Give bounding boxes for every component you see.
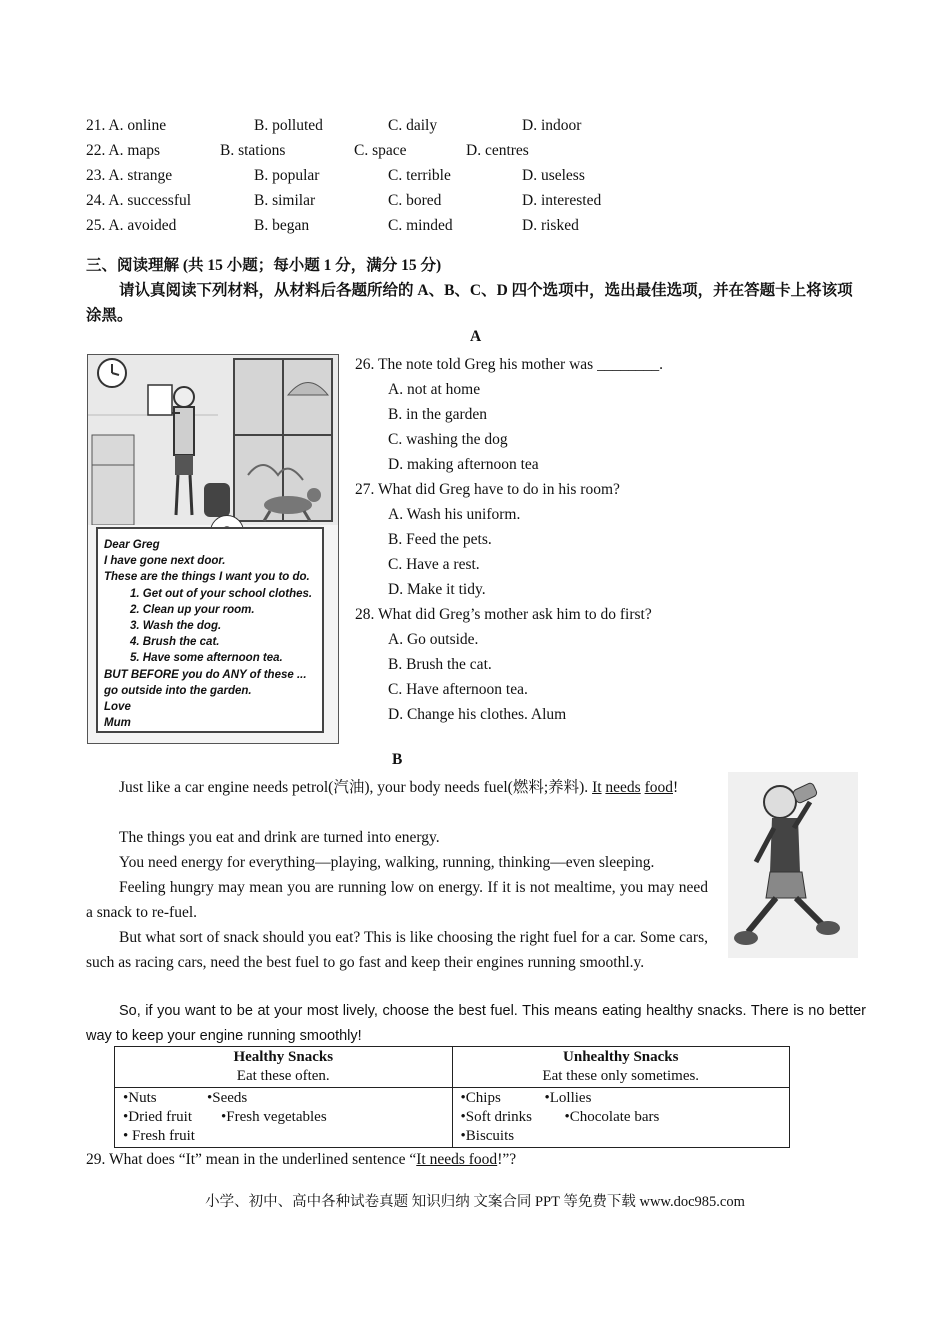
q26-option-d: D. making afternoon tea	[388, 456, 539, 473]
passage-b-paragraph-4: Feeling hungry may mean you are running low on energy. If it is not mealtime, you may need a snack to re-fuel.	[86, 879, 708, 921]
q26-option-a: A. not at home	[388, 381, 481, 398]
unhealthy-item: • Soft drinks	[461, 1108, 565, 1127]
passage-a-label: A	[470, 328, 482, 345]
passage-b-paragraph-1: Just like a car engine needs petrol(汽油), your body needs fuel(燃料;养料). It needs food!	[119, 779, 679, 796]
q27-option-c: C. Have a rest.	[388, 556, 480, 573]
unhealthy-item: • Chips	[461, 1089, 545, 1108]
q27-stem: 27. What did Greg have to do in his room?	[355, 481, 620, 498]
q23-option-b: B. popular	[254, 167, 320, 184]
healthy-item: • Nuts	[123, 1089, 207, 1108]
passage-b-paragraph-2: The things you eat and drink are turned into energy.	[119, 829, 440, 846]
note-line: I have gone next door.	[104, 555, 226, 568]
unhealthy-item: • Biscuits	[461, 1127, 515, 1146]
q24-option-c: C. bored	[388, 192, 442, 209]
q21-option-d: D. indoor	[522, 117, 582, 134]
passage-b-paragraph-6: So, if you want to be at your most lively, choose the best fuel. This means eating healthy snacks. There is no better way to keep your engine running smoothly!	[86, 1003, 866, 1044]
healthy-item: • Fresh vegetables	[221, 1108, 327, 1127]
unhealthy-snacks-title: Unhealthy Snacks	[563, 1049, 679, 1065]
note-line: Dear Greg	[104, 539, 160, 551]
runner-drinking-image	[728, 772, 858, 958]
healthy-item: • Fresh fruit	[123, 1127, 195, 1146]
healthy-item: • Dried fruit	[123, 1108, 221, 1127]
q21-option-a: 21. A. online	[86, 117, 167, 134]
underlined-food: food	[644, 779, 673, 796]
passage-b-paragraph-3: You need energy for everything—playing, walking, running, thinking—even sleeping.	[119, 854, 655, 871]
q23-option-c: C. terrible	[388, 167, 451, 184]
healthy-item: • Seeds	[207, 1089, 247, 1108]
q25-option-b: B. began	[254, 217, 310, 234]
q28-stem: 28. What did Greg’s mother ask him to do first?	[355, 606, 652, 623]
q23-option-d: D. useless	[522, 167, 585, 184]
q28-option-b: B. Brush the cat.	[388, 656, 492, 673]
q24-option-d: D. interested	[522, 192, 602, 209]
healthy-snacks-title: Healthy Snacks	[233, 1049, 334, 1065]
q26-option-c: C. washing the dog	[388, 431, 508, 448]
note-line: Mum	[104, 717, 131, 730]
q24-option-b: B. similar	[254, 192, 316, 209]
unhealthy-item: • Lollies	[545, 1089, 592, 1108]
q28-option-a: A. Go outside.	[388, 631, 479, 648]
note-line: 3. Wash the dog.	[130, 620, 222, 633]
mum-note	[96, 527, 324, 733]
note-line: 5. Have some afternoon tea.	[130, 652, 283, 665]
section-instruction: 请认真阅读下列材料，从材料后各题所给的 A、B、C、D 四个选项中，选出最佳选项，并在答题卡上将该项涂黑。	[86, 282, 853, 324]
q25-option-a: 25. A. avoided	[86, 217, 177, 234]
note-line: Love	[104, 701, 131, 714]
passage-a-illustration	[87, 354, 339, 744]
q25-option-c: C. minded	[388, 217, 453, 234]
q22-option-c: C. space	[354, 142, 407, 159]
table-header-row	[115, 1047, 790, 1088]
q22-option-b: B. stations	[220, 142, 286, 159]
note-line: 4. Brush the cat.	[130, 636, 220, 649]
runner-illustration	[728, 772, 858, 958]
passage-a-questions	[355, 352, 663, 727]
q26-stem: 26. The note told Greg his mother was ________.	[355, 356, 663, 373]
q21-option-b: B. polluted	[254, 117, 323, 134]
page-footer: 小学、初中、高中各种试卷真题 知识归纳 文案合同 PPT 等免费下载 www.doc985.com	[205, 1194, 745, 1210]
note-line: 2. Clean up your room.	[130, 603, 255, 616]
unhealthy-snacks-subtitle: Eat these only sometimes.	[542, 1068, 700, 1084]
q22-option-a: 22. A. maps	[86, 142, 161, 159]
q25-option-d: D. risked	[522, 217, 579, 234]
greg-scene-image	[88, 355, 338, 525]
table-items-row	[115, 1088, 790, 1148]
healthy-items-cell	[115, 1088, 453, 1148]
q22-option-d: D. centres	[466, 142, 529, 159]
underlined-it: It	[592, 779, 602, 796]
section-heading: 三、阅读理解 (共 15 小题；每小题 1 分，满分 15 分)	[86, 257, 442, 274]
q28-option-c: C. Have afternoon tea.	[388, 681, 528, 698]
q21-option-c: C. daily	[388, 117, 438, 134]
passage-b-paragraph-5: But what sort of snack should you eat? This is like choosing the right fuel for a car. Some cars, such as racing cars, need the best fuel to go fast and keep their engines running smoothl.y.	[86, 929, 708, 971]
healthy-header-cell	[115, 1047, 453, 1088]
note-line: go outside into the garden.	[104, 684, 252, 697]
note-line: These are the things I want you to do.	[104, 571, 310, 584]
unhealthy-items-cell	[452, 1088, 790, 1148]
unhealthy-item: • Chocolate bars	[565, 1108, 660, 1127]
note-line: 1. Get out of your school clothes.	[130, 587, 313, 600]
q29-stem: 29. What does “It” mean in the underlined sentence “It needs food!”?	[86, 1151, 517, 1168]
q23-option-a: 23. A. strange	[86, 167, 173, 184]
passage-b-label: B	[392, 751, 403, 768]
note-line: BUT BEFORE you do ANY of these ...	[104, 668, 307, 681]
q26-option-b: B. in the garden	[388, 406, 488, 423]
unhealthy-header-cell	[452, 1047, 790, 1088]
q27-option-d: D. Make it tidy.	[388, 581, 486, 598]
q27-option-b: B. Feed the pets.	[388, 531, 492, 548]
q28-option-d: D. Change his clothes. Alum	[388, 706, 567, 723]
q29-underlined-phrase: It needs food	[416, 1151, 498, 1168]
healthy-snacks-subtitle: Eat these often.	[236, 1068, 330, 1084]
snacks-table	[114, 1046, 790, 1148]
q24-option-a: 24. A. successful	[86, 192, 192, 209]
underlined-needs: needs	[605, 779, 641, 796]
q27-option-a: A. Wash his uniform.	[388, 506, 521, 523]
